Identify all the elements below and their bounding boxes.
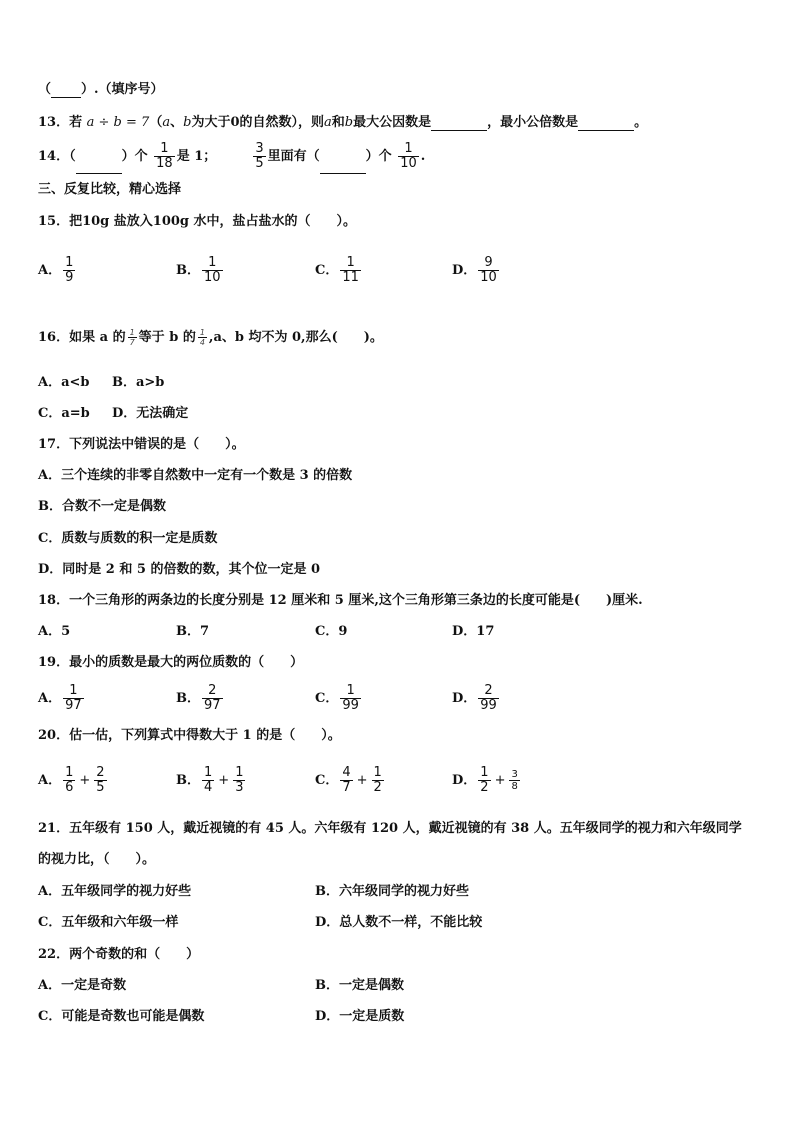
option-a[interactable]: A． $\frac{1}{6}$ + $\frac{2}{5}$ bbox=[38, 765, 105, 795]
question-20: 20．估一估，下列算式中得数大于 1 的是（ ）。 bbox=[38, 728, 341, 743]
option-c[interactable]: C． $\frac{1}{99}$ bbox=[315, 683, 359, 713]
question-13: 13．若 a ÷ b = 7（a、b为大于0的自然数），则a和b最大公因数是 ，最小公倍数是 。 bbox=[38, 115, 648, 130]
question-21-line-1: 21．五年级有 150 人，戴近视镜的有 45 人。六年级有 120 人，戴近视镜的有 38 人。五年级同学的视力和六年级同学 bbox=[38, 821, 742, 836]
option-d[interactable]: D． $\frac{1}{2}$ + $\frac{3}{8}$ bbox=[452, 765, 518, 795]
option-a[interactable]: A．a<b bbox=[38, 375, 90, 390]
option-d[interactable]: D． $\frac{2}{99}$ bbox=[452, 683, 497, 713]
option-c[interactable]: C．五年级和六年级一样 bbox=[38, 915, 179, 930]
question-22: 22．两个奇数的和（ ） bbox=[38, 947, 200, 962]
question-15: 15．把10g 盐放入100g 水中，盐占盐水的（ ）。 bbox=[38, 214, 357, 229]
gcd-blank[interactable] bbox=[431, 118, 487, 131]
option-b[interactable]: B． $\frac{1}{4}$ + $\frac{1}{3}$ bbox=[176, 765, 244, 795]
fraction: $\frac{3}{5}$ bbox=[255, 141, 264, 171]
option-a[interactable]: A．三个连续的非零自然数中一定有一个数是 3 的倍数 bbox=[38, 468, 353, 483]
option-b[interactable]: B．7 bbox=[176, 624, 210, 639]
option-b[interactable]: B．六年级同学的视力好些 bbox=[315, 884, 469, 899]
option-b[interactable]: B． $\frac{1}{10}$ bbox=[176, 255, 221, 285]
fraction: $\frac{1}{7}$ bbox=[129, 328, 135, 347]
option-d[interactable]: D．总人数不一样，不能比较 bbox=[315, 915, 483, 930]
question-18: 18．一个三角形的两条边的长度分别是 12 厘米和 5 厘米,这个三角形第三条边的长度可能是( )厘米. bbox=[38, 593, 643, 608]
option-d[interactable]: D．17 bbox=[452, 624, 495, 639]
section-heading: 三、反复比较，精心选择 bbox=[38, 182, 182, 197]
option-c[interactable]: C． $\frac{4}{7}$ + $\frac{1}{2}$ bbox=[315, 765, 382, 795]
fraction: $\frac{1}{18}$ bbox=[156, 141, 173, 171]
question-21-line-2: 的视力比，（ ）。 bbox=[38, 852, 156, 867]
answer-blank[interactable] bbox=[51, 85, 81, 98]
option-b[interactable]: B．a>b bbox=[112, 375, 165, 390]
answer-blank[interactable] bbox=[76, 161, 122, 174]
option-a[interactable]: A． $\frac{1}{9}$ bbox=[38, 255, 74, 285]
option-c[interactable]: C．a=b bbox=[38, 406, 90, 421]
question-17: 17．下列说法中错误的是（ ）。 bbox=[38, 437, 245, 452]
option-d[interactable]: D．同时是 2 和 5 的倍数的数，其个位一定是 0 bbox=[38, 562, 321, 577]
option-c[interactable]: C．质数与质数的积一定是质数 bbox=[38, 531, 218, 546]
option-b[interactable]: B． $\frac{2}{97}$ bbox=[176, 683, 221, 713]
question-14: 14．（ ）个 $\frac{1}{18}$ 是 1； $\frac{3}{5}$ 里面有（ ）个 $\frac{1}{10}$ . bbox=[38, 140, 425, 174]
option-c[interactable]: C． $\frac{1}{11}$ bbox=[315, 255, 359, 285]
fraction: $\frac{1}{10}$ bbox=[400, 141, 417, 171]
fraction: $\frac{1}{4}$ bbox=[199, 328, 205, 347]
lcm-blank[interactable] bbox=[578, 118, 634, 131]
option-a[interactable]: A．一定是奇数 bbox=[38, 978, 127, 993]
option-b[interactable]: B．一定是偶数 bbox=[315, 978, 404, 993]
option-a[interactable]: A． $\frac{1}{97}$ bbox=[38, 683, 82, 713]
option-a[interactable]: A．五年级同学的视力好些 bbox=[38, 884, 192, 899]
question-16: 16．如果 a 的 $\frac{1}{7}$ 等于 b 的 $\frac{1}{4}$ ,a、b 均不为 0,那么( )。 bbox=[38, 328, 383, 347]
option-a[interactable]: A．5 bbox=[38, 624, 71, 639]
option-d[interactable]: D．无法确定 bbox=[112, 406, 189, 421]
option-d[interactable]: D．一定是质数 bbox=[315, 1009, 405, 1024]
option-c[interactable]: C．9 bbox=[315, 624, 348, 639]
option-b[interactable]: B．合数不一定是偶数 bbox=[38, 499, 166, 514]
option-c[interactable]: C．可能是奇数也可能是偶数 bbox=[38, 1009, 205, 1024]
q12-tail: （ ）.（填序号） bbox=[38, 82, 164, 97]
answer-blank[interactable] bbox=[320, 161, 366, 174]
option-d[interactable]: D． $\frac{9}{10}$ bbox=[452, 255, 497, 285]
question-19: 19．最小的质数是最大的两位质数的（ ） bbox=[38, 655, 304, 670]
